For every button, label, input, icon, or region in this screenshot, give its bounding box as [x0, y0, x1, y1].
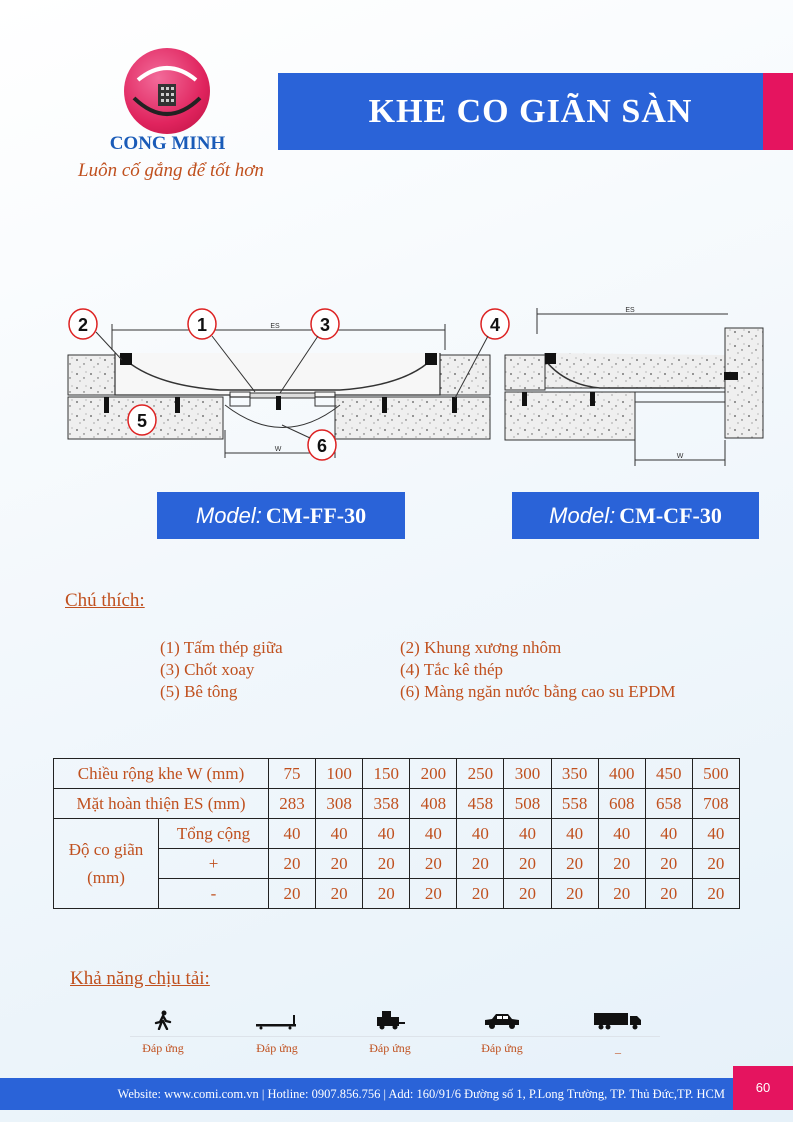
- table-cell: 40: [269, 819, 316, 849]
- cm-cf-30-drawing: [505, 307, 763, 466]
- model-value: CM-CF-30: [619, 503, 722, 528]
- table-cell: 20: [457, 879, 504, 909]
- table-cell: 20: [363, 879, 410, 909]
- table-cell: 20: [316, 879, 363, 909]
- table-cell: 500: [692, 759, 739, 789]
- table-cell: 20: [551, 849, 598, 879]
- legend-item-3: (3) Chốt xoay: [160, 660, 255, 679]
- table-cell: 283: [269, 789, 316, 819]
- technical-drawing: [60, 300, 770, 470]
- legend-item-4: (4) Tắc kê thép: [400, 660, 504, 679]
- car-icon: [482, 1010, 522, 1030]
- table-cell: 20: [363, 849, 410, 879]
- table-cell: 200: [410, 759, 457, 789]
- table-cell: 708: [692, 789, 739, 819]
- brand-name: CONG MINH: [109, 133, 226, 154]
- legend-item-1: (1) Tấm thép giữa: [160, 638, 283, 657]
- table-cell: 20: [551, 879, 598, 909]
- callout-3: 3: [319, 315, 331, 335]
- pedestrian-icon: [151, 1010, 175, 1030]
- load-label: Đáp ứng: [256, 1041, 298, 1055]
- sub-row-header: Tổng cộng: [159, 819, 269, 849]
- model-label: Model:: [549, 503, 616, 528]
- table-cell: 20: [692, 849, 739, 879]
- table-cell: 400: [598, 759, 645, 789]
- table-row: [54, 819, 740, 849]
- load-title: Khả năng chịu tải:: [70, 968, 210, 989]
- table-cell: 358: [363, 789, 410, 819]
- table-row: [54, 759, 740, 789]
- table-cell: 508: [504, 789, 551, 819]
- callout-1: 1: [196, 315, 208, 335]
- spec-table: [53, 758, 740, 909]
- page-title: KHE CO GIÃN SÀN: [368, 93, 693, 130]
- left-es-label: ES: [270, 323, 280, 330]
- table-cell: 40: [363, 819, 410, 849]
- row-header: Mặt hoàn thiện ES (mm): [54, 789, 269, 819]
- logo: [124, 48, 210, 134]
- load-item-truck: [573, 1010, 663, 1056]
- group-header: [54, 819, 159, 909]
- load-label: Đáp ứng: [142, 1041, 184, 1055]
- group-label-line1: Độ co giãn: [68, 839, 144, 859]
- right-w-label: W: [676, 453, 684, 460]
- sub-row-header: +: [159, 849, 269, 879]
- table-cell: 20: [598, 879, 645, 909]
- table-cell: 20: [645, 879, 692, 909]
- table-cell: 450: [645, 759, 692, 789]
- table-cell: 100: [316, 759, 363, 789]
- legend-item-5: (5) Bê tông: [160, 682, 238, 701]
- table-cell: 40: [410, 819, 457, 849]
- forklift-icon: [373, 1010, 407, 1030]
- model-box-ff: [157, 492, 405, 539]
- callout-2: 2: [77, 315, 89, 335]
- table-cell: 40: [457, 819, 504, 849]
- table-cell: 20: [410, 879, 457, 909]
- callout-4: 4: [489, 315, 501, 335]
- load-label: Đáp ứng: [481, 1041, 523, 1055]
- table-cell: 40: [645, 819, 692, 849]
- table-cell: 20: [269, 879, 316, 909]
- table-cell: 350: [551, 759, 598, 789]
- table-cell: 40: [598, 819, 645, 849]
- model-label: Model:: [195, 503, 262, 528]
- table-cell: 75: [269, 759, 316, 789]
- table-cell: 20: [598, 849, 645, 879]
- table-cell: 408: [410, 789, 457, 819]
- table-row: [54, 789, 740, 819]
- table-cell: 20: [457, 849, 504, 879]
- table-cell: 150: [363, 759, 410, 789]
- cm-ff-30-drawing: [68, 309, 509, 460]
- right-es-label: ES: [625, 307, 635, 314]
- slogan: Luôn cố gắng để tốt hơn: [78, 160, 264, 181]
- callout-5: 5: [136, 411, 148, 431]
- table-cell: 20: [269, 849, 316, 879]
- table-cell: 20: [504, 879, 551, 909]
- divider: [130, 1036, 660, 1037]
- logo-building-icon: [124, 48, 210, 134]
- trolley-icon: [252, 1010, 302, 1030]
- table-cell: 458: [457, 789, 504, 819]
- table-cell: 20: [504, 849, 551, 879]
- table-cell: 308: [316, 789, 363, 819]
- row-header: Chiều rộng khe W (mm): [54, 759, 269, 789]
- legend-item-6: (6) Màng ngăn nước bằng cao su EPDM: [400, 682, 676, 701]
- table-cell: 40: [504, 819, 551, 849]
- table-cell: 20: [692, 879, 739, 909]
- table-cell: 20: [410, 849, 457, 879]
- page-number: 60: [733, 1066, 793, 1110]
- load-label: _: [615, 1041, 621, 1055]
- table-cell: 608: [598, 789, 645, 819]
- table-cell: 250: [457, 759, 504, 789]
- table-cell: 40: [551, 819, 598, 849]
- load-item-forklift: [345, 1010, 435, 1056]
- table-cell: 20: [645, 849, 692, 879]
- table-cell: 558: [551, 789, 598, 819]
- table-cell: 20: [316, 849, 363, 879]
- truck-icon: [592, 1010, 644, 1030]
- model-box-cf: [512, 492, 759, 539]
- footer-text: Website: www.comi.com.vn | Hotline: 0907.856.756 | Add: 160/91/6 Đường số 1, P.Long Trường, TP. Thủ Đức,TP. HCM: [117, 1087, 725, 1101]
- left-w-label: W: [274, 446, 282, 453]
- sub-row-header: -: [159, 879, 269, 909]
- table-cell: 300: [504, 759, 551, 789]
- table-cell: 658: [645, 789, 692, 819]
- legend-title: Chú thích:: [65, 590, 145, 611]
- legend-item-2: (2) Khung xương nhôm: [400, 638, 562, 657]
- model-value: CM-FF-30: [265, 503, 367, 528]
- table-cell: 40: [316, 819, 363, 849]
- load-item-trolley: [232, 1010, 322, 1056]
- group-label-line2: (mm): [87, 867, 125, 887]
- callout-6: 6: [316, 436, 328, 456]
- load-item-car: [457, 1010, 547, 1056]
- load-item-pedestrian: [118, 1010, 208, 1056]
- load-label: Đáp ứng: [369, 1041, 411, 1055]
- table-cell: 40: [692, 819, 739, 849]
